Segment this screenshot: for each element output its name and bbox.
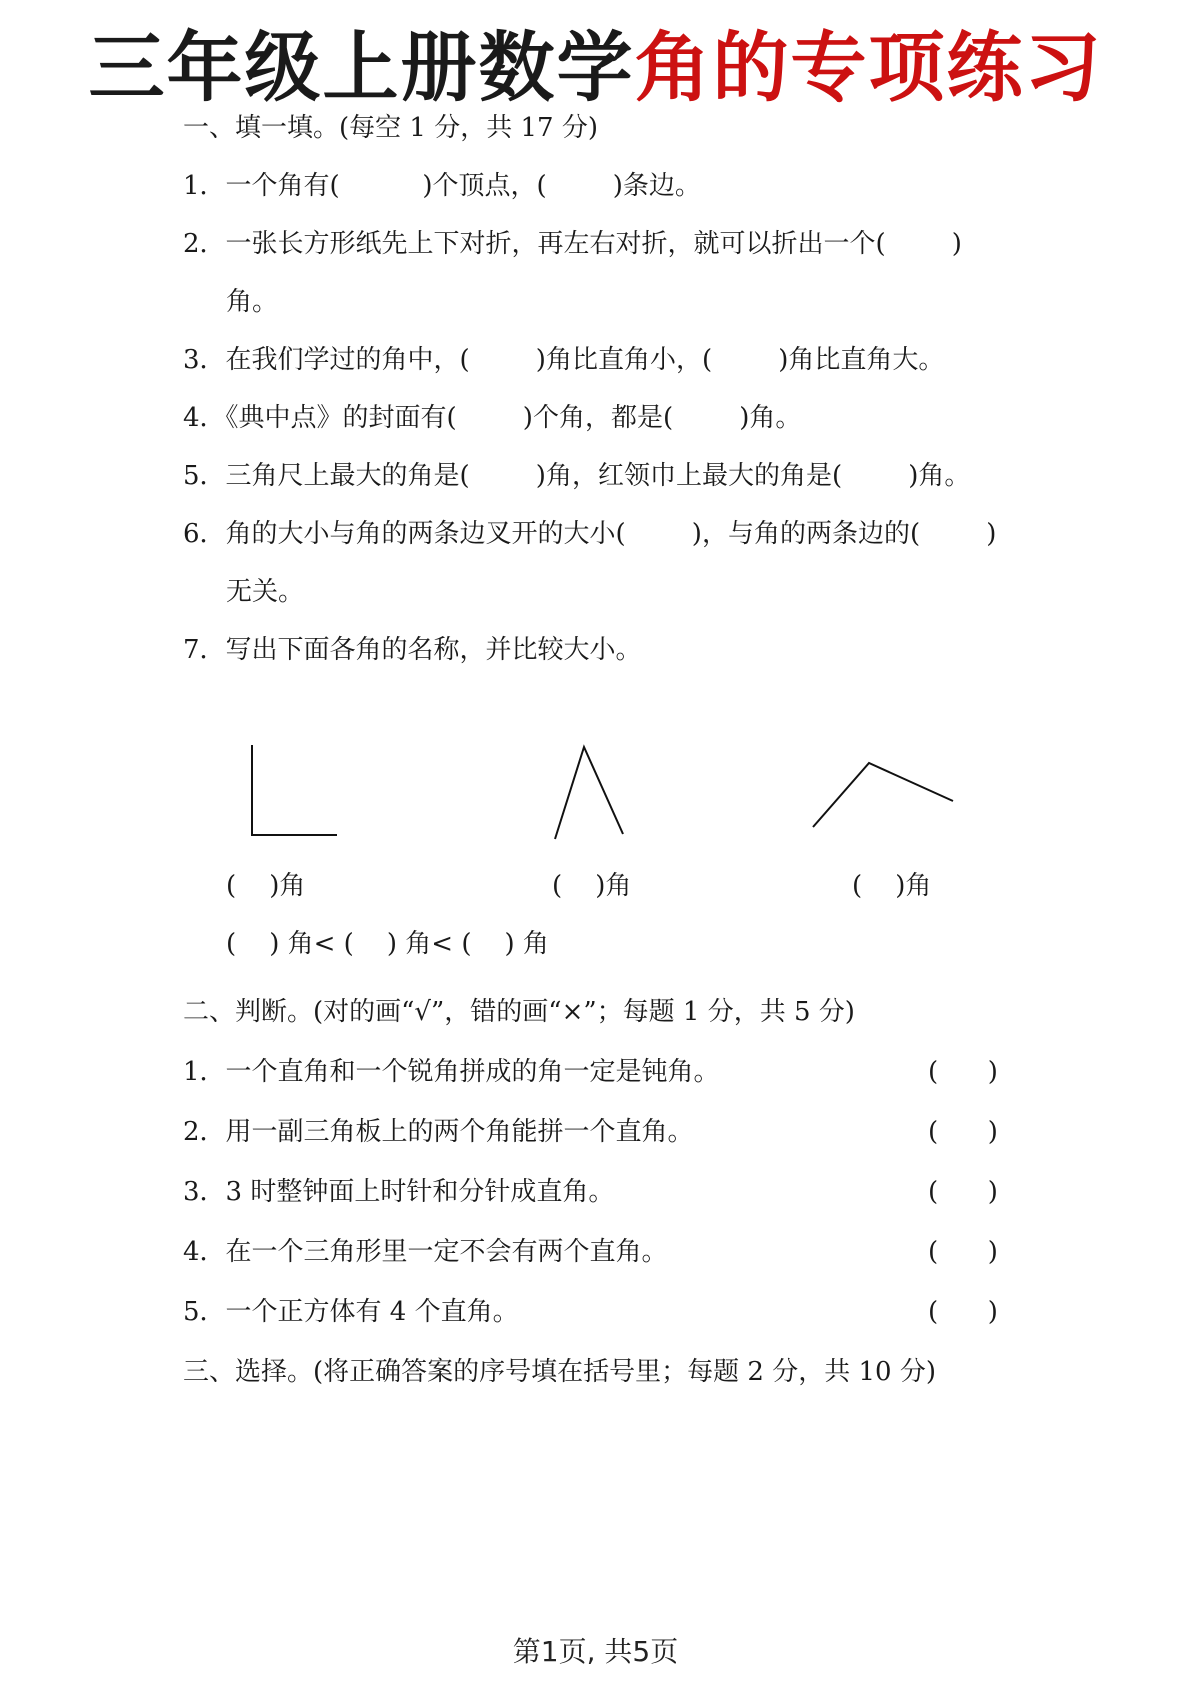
judge-item-1: 1．一个直角和一个锐角拼成的角一定是钝角。: [183, 1057, 720, 1087]
question-5: 5．三角尺上最大的角是( )角，红领巾上最大的角是( )角。: [183, 461, 971, 491]
page-title: [0, 18, 1191, 118]
question-4: 4．《典中点》的封面有( )个角，都是( )角。: [183, 403, 802, 433]
judge-item-2: 2．用一副三角板上的两个角能拼一个直角。: [183, 1117, 694, 1147]
judge-paren-4: ( ): [928, 1237, 998, 1267]
section1-heading: 一、填一填。(每空 1 分，共 17 分): [183, 113, 598, 143]
judge-paren-2: ( ): [928, 1117, 998, 1147]
angle-label-2: ( )角: [552, 871, 632, 901]
title-black: 三年级上册数学: [88, 23, 635, 112]
angle-compare: ( ) 角< ( ) 角< ( ) 角: [226, 929, 549, 959]
question-3: 3．在我们学过的角中，( )角比直角小，( )角比直角大。: [183, 345, 945, 375]
question-2-line1: 2．一张长方形纸先上下对折，再左右对折，就可以折出一个( ): [183, 229, 962, 259]
question-1: 1．一个角有( )个顶点，( )条边。: [183, 171, 701, 201]
judge-item-5: 5．一个正方体有 4 个直角。: [183, 1297, 519, 1327]
judge-paren-5: ( ): [928, 1297, 998, 1327]
obtuse-angle-figure: [813, 763, 953, 827]
page-footer: 第1页, 共5页: [512, 1635, 679, 1668]
angle-label-3: ( )角: [852, 871, 932, 901]
judge-item-3: 3．3 时整钟面上时针和分针成直角。: [183, 1177, 615, 1207]
section2-heading: 二、判断。(对的画“√”，错的画“×”；每题 1 分，共 5 分): [183, 997, 855, 1027]
question-6-line1: 6．角的大小与角的两条边叉开的大小( )，与角的两条边的( ): [183, 519, 997, 549]
judge-paren-3: ( ): [928, 1177, 998, 1207]
section3-heading: 三、选择。(将正确答案的序号填在括号里；每题 2 分，共 10 分): [183, 1357, 936, 1387]
angle-label-1: ( )角: [226, 871, 306, 901]
question-7: 7．写出下面各角的名称，并比较大小。: [183, 635, 642, 665]
right-angle-figure: [252, 745, 337, 835]
title-red: 角的专项练习: [634, 23, 1103, 112]
angle-figures: [0, 735, 1191, 845]
question-6-line2: 无关。: [226, 577, 305, 607]
question-2-line2: 角。: [226, 287, 279, 317]
acute-angle-figure: [555, 747, 623, 839]
judge-item-4: 4．在一个三角形里一定不会有两个直角。: [183, 1237, 668, 1267]
judge-paren-1: ( ): [928, 1057, 998, 1087]
